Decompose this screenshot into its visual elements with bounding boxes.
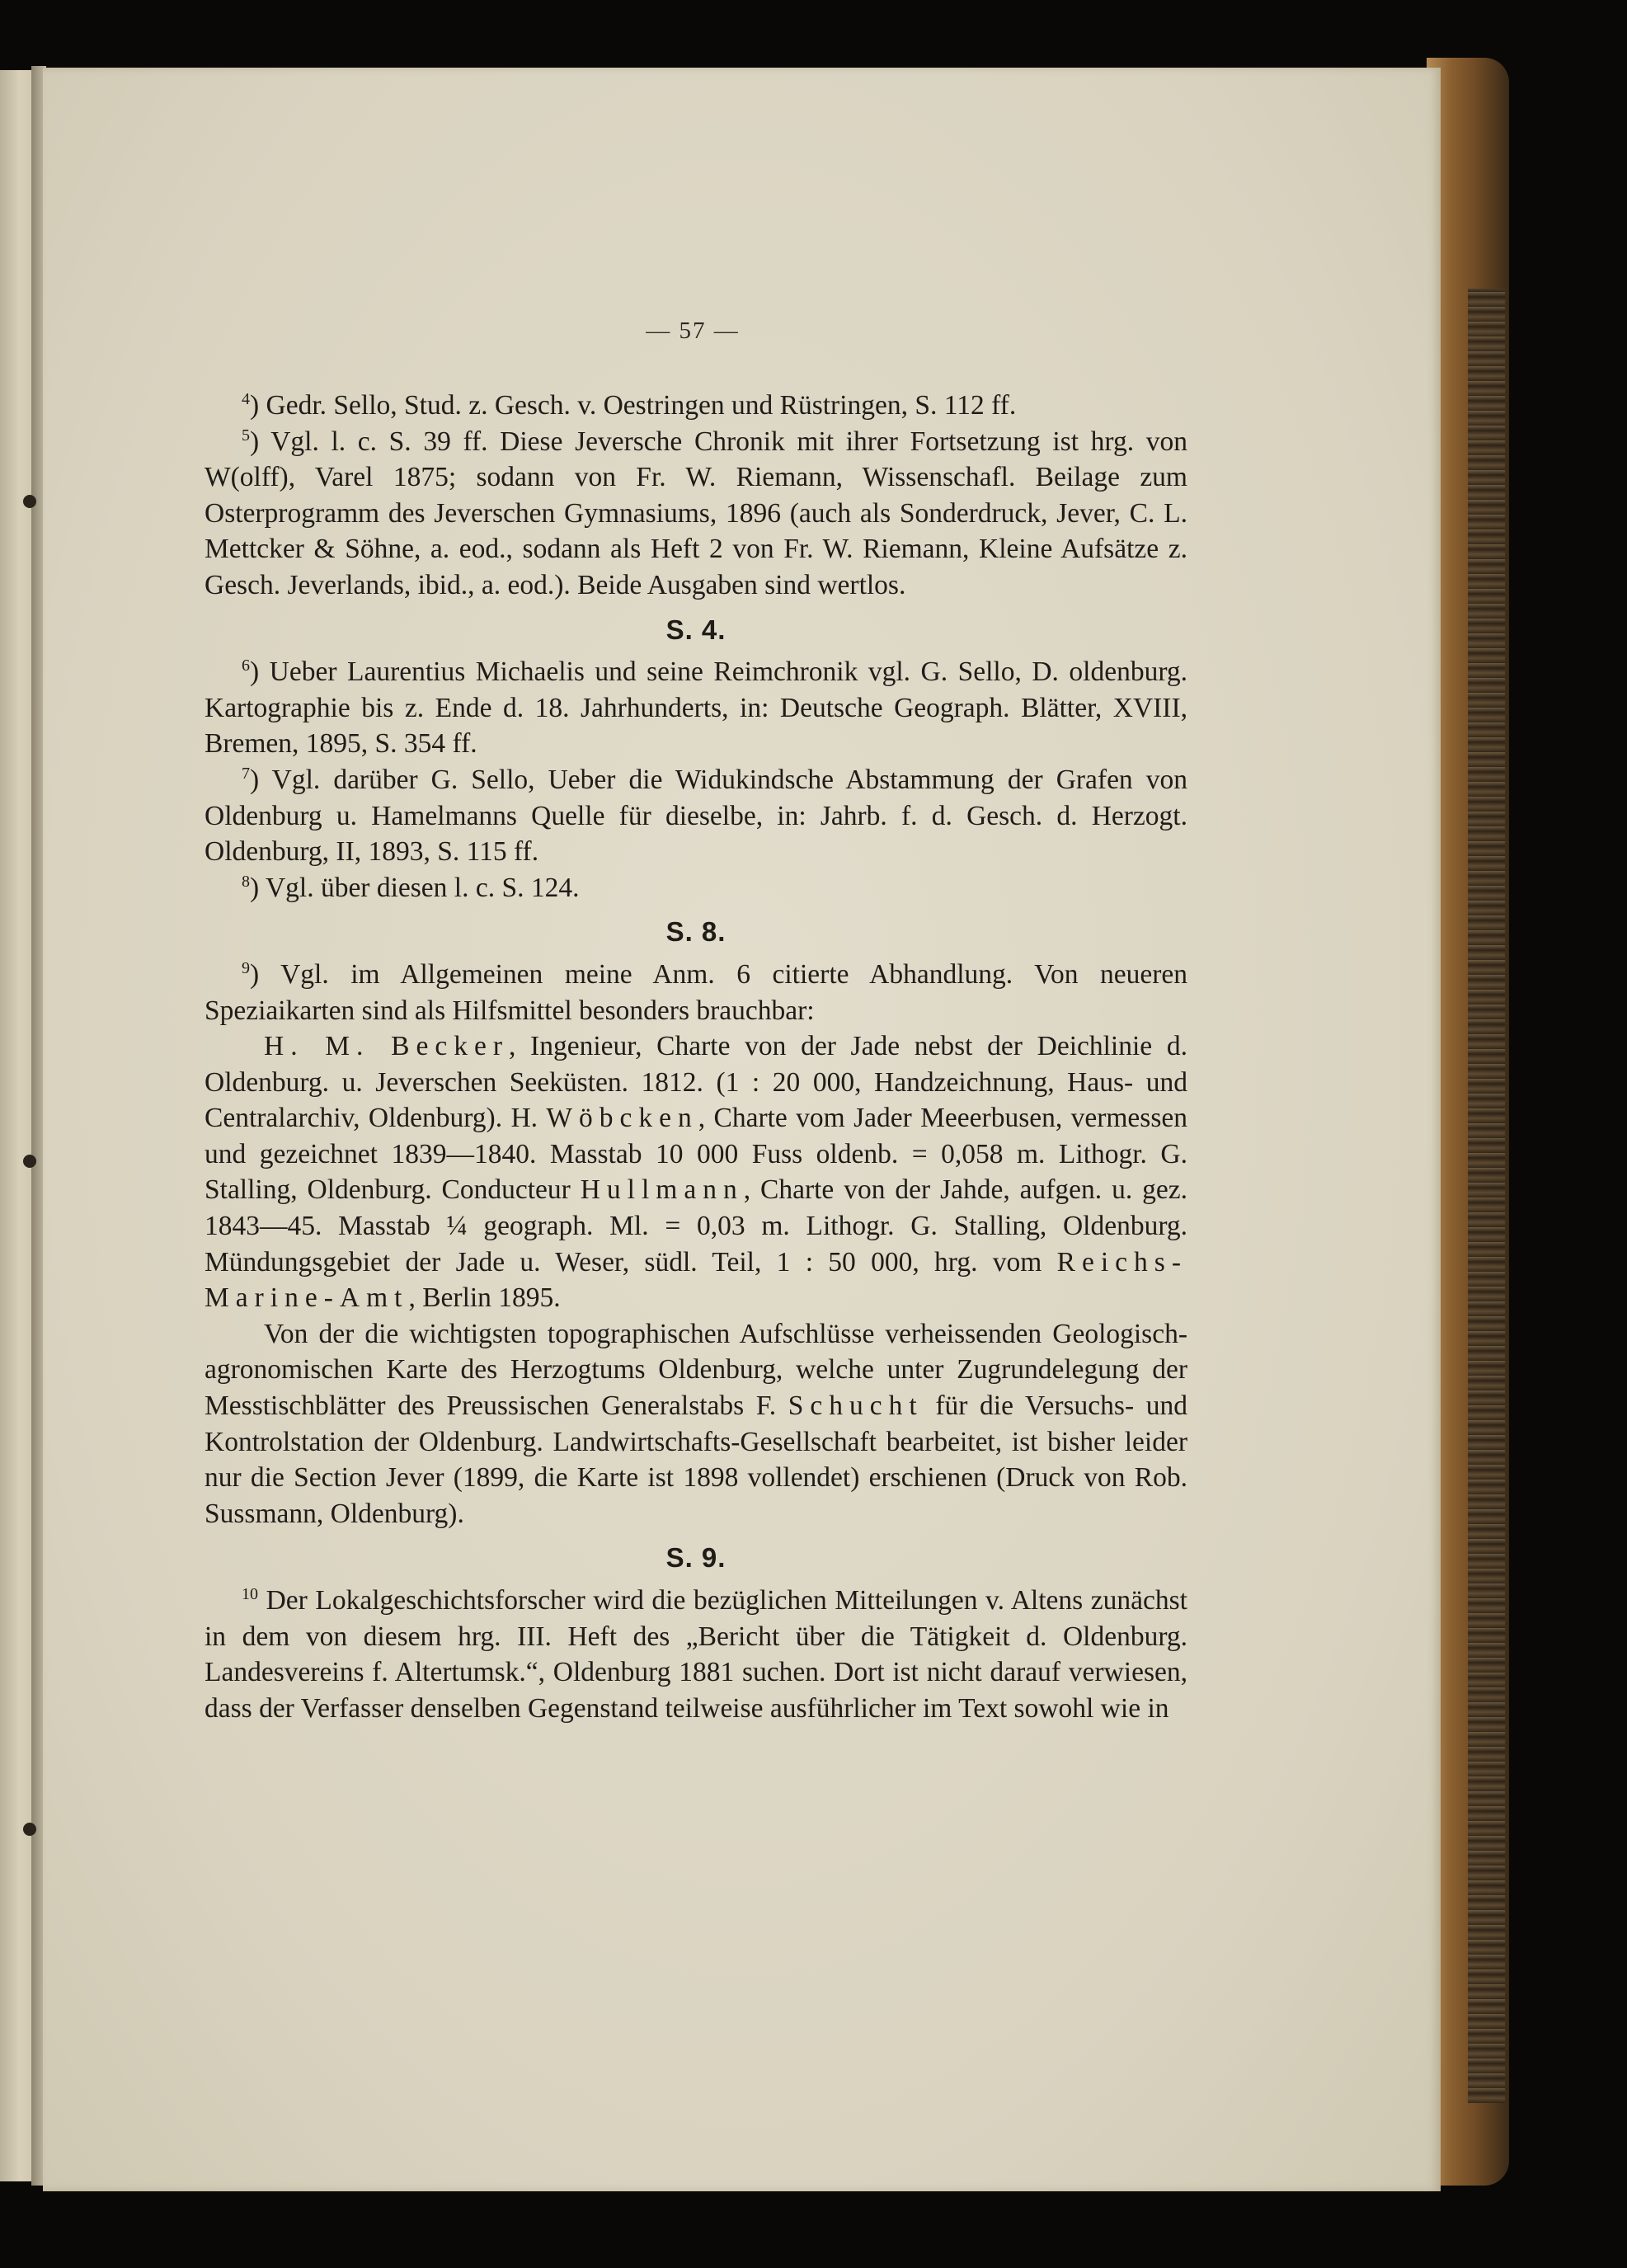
footnote-text: , Charte vom Jader Meeerbusen, vermessen und gezeichnet 1839—1840. Masstab 10 000 Fuss oldenb. = 0,058 m. Lithogr. G. Stalling, Oldenburg. Conducteur bbox=[205, 1103, 1187, 1206]
section-heading-s4: S. 4. bbox=[665, 614, 727, 645]
footnote-text: , Ingenieur, Charte von der Jade nebst der Deichlinie d. Oldenburg. u. Jeverschen Seeküsten. 1812. (1 : 20 000, Handzeichnung, Haus- und Centralarchiv, Oldenburg). H. bbox=[205, 1031, 1187, 1134]
footnote-marker: 8 bbox=[242, 872, 250, 891]
author-name: Wöbcken bbox=[546, 1103, 698, 1134]
author-name: Schucht bbox=[788, 1390, 924, 1422]
footnote-5: $^5$) Vgl. l. c. S. 39 ff. Diese Jeversche Chronik mit ihrer Fortsetzung ist hrg. von W(olff), Varel 1875; sodann von Fr. W. Riemann, Wissenschafl. Beilage zum Osterprogramm des Jeverschen Gymnasiums, 1896 (auch als Sonderdruck, Jever, C. L. Mettcker & Söhne, a. eod., sodann als Heft 2 von Fr. W. Riemann, Kleine Aufsätze z. Gesch. Jeverlands, ibid., a. eod.). Beide Ausgaben sind wertlos. bbox=[205, 426, 1187, 600]
binding-hole bbox=[23, 495, 36, 508]
footnote-marker: 4 bbox=[242, 390, 250, 408]
section-heading-s9: S. 9. bbox=[665, 1542, 727, 1574]
footnote-text: , Charte von der Jahde, aufgen. u. gez. 1843—45. Masstab ¼ geograph. Ml. = 0,03 m. Lithogr. G. Stalling, Oldenburg. Mündungsgebiet der Jade u. Weser, südl. Teil, 1 : 50 000, hrg. vom bbox=[205, 1174, 1187, 1278]
footnote-marker: 5 bbox=[242, 426, 250, 445]
footnote-text: für die Versuchs- und Kontrolstation der Oldenburg. Landwirtschafts-Gesellschaft bearbeitet, ist bisher leider nur die Section Jever (1899, die Karte ist 1898 vollendet) erschienen (Druck von Rob. Sussmann, Oldenburg). bbox=[205, 1390, 1187, 1529]
footnote-text: Der Lokalgeschichtsforscher wird die bezüglichen Mitteilungen v. Altens zunächst in dem von diesem hrg. III. Heft des „Bericht über die Tätigkeit d. Oldenburg. Landesvereins f. Altertumsk.“, Oldenburg 1881 suchen. Dort ist nicht darauf verwiesen, dass der Verfasser denselben Gegenstand teilweise ausführlicher im Text sowohl wie in bbox=[205, 1585, 1187, 1724]
footnote-marker: 6 bbox=[242, 656, 250, 675]
footnote-text: Vgl. im Allgemeinen meine Anm. 6 citierte Abhandlung. Von neueren Speziaikarten sind als Hilfsmittel besonders brauchbar: bbox=[205, 958, 1187, 1026]
binding-hole bbox=[23, 1155, 36, 1168]
author-name: H. M. Becker bbox=[264, 1031, 509, 1062]
footnote-text: Vgl. darüber G. Sello, Ueber die Widukindsche Abstammung der Grafen von Oldenburg u. Hamelmanns Quelle für dieselbe, in: Jahrb. f. d. Gesch. d. Herzogt. Oldenburg, II, 1893, S. 115 ff. bbox=[205, 764, 1187, 868]
footnote-8: $^8$) Vgl. über diesen l. c. S. 124. bbox=[242, 872, 580, 903]
footnote-marker: 9 bbox=[242, 958, 250, 977]
binding-hole bbox=[23, 1823, 36, 1836]
footnote-text: Vgl. l. c. S. 39 ff. Diese Jeversche Chronik mit ihrer Fortsetzung ist hrg. von W(olff), Varel 1875; sodann von Fr. W. Riemann, Wissenschafl. Beilage zum Osterprogramm des Jeverschen Gymnasiums, 1896 (auch als Sonderdruck, Jever, C. L. Mettcker & Söhne, a. eod., sodann als Heft 2 von Fr. W. Riemann, Kleine Aufsätze z. Gesch. Jeverlands, ibid., a. eod.). Beide Ausgaben sind wertlos. bbox=[205, 426, 1187, 600]
footnote-text: Ueber Laurentius Michaelis und seine Reimchronik vgl. G. Sello, D. oldenburg. Kartographie bis z. Ende d. 18. Jahrhunderts, in: Deutsche Geograph. Blätter, XVIII, Bremen, 1895, S. 354 ff. bbox=[205, 656, 1187, 760]
footnote-9-maps bbox=[205, 1028, 1187, 1316]
footnote-marker: 10 bbox=[242, 1585, 258, 1603]
footnote-9-intro: $^9$) Vgl. im Allgemeinen meine Anm. 6 citierte Abhandlung. Von neueren Speziaikarten sind als Hilfsmittel besonders brauchbar: bbox=[205, 958, 1187, 1026]
previous-page-edge bbox=[0, 70, 33, 2181]
footnote-marker: 7 bbox=[242, 764, 250, 783]
footnote-6: $^6$) Ueber Laurentius Michaelis und seine Reimchronik vgl. G. Sello, D. oldenburg. Kartographie bis z. Ende d. 18. Jahrhunderts, in: Deutsche Geograph. Blätter, XVIII, Bremen, 1895, S. 354 ff. bbox=[205, 656, 1187, 760]
footnote-text: Von der die wichtigsten topographischen Aufschlüsse verheissenden Geologisch-agronomischen Karte des Herzogtums Oldenburg, welche unter Zugrundelegung der Messtischblätter des Preussischen Generalstabs F. bbox=[205, 1318, 1187, 1422]
section-heading-s8: S. 8. bbox=[665, 916, 727, 948]
cover-marbling bbox=[1468, 289, 1505, 2103]
footnote-text: Gedr. Sello, Stud. z. Gesch. v. Oestringen und Rüstringen, S. 112 ff. bbox=[266, 390, 1017, 421]
page-text bbox=[205, 388, 1187, 1726]
footnote-text: Vgl. über diesen l. c. S. 124. bbox=[265, 872, 580, 903]
author-name: Hullmann bbox=[580, 1174, 744, 1206]
footnote-4: $^4$) Gedr. Sello, Stud. z. Gesch. v. Oestringen und Rüstringen, S. 112 ff. bbox=[242, 390, 1017, 421]
publisher-name: Reichs-Marine-Amt bbox=[205, 1246, 1187, 1314]
footnote-9-geology bbox=[205, 1316, 1187, 1532]
footnote-text: , Berlin 1895. bbox=[408, 1282, 561, 1314]
page-number: — 57 — bbox=[646, 318, 740, 344]
footnote-7: $^7$) Vgl. darüber G. Sello, Ueber die Widukindsche Abstammung der Grafen von Oldenburg u. Hamelmanns Quelle für dieselbe, in: Jahrb. f. d. Gesch. d. Herzogt. Oldenburg, II, 1893, S. 115 ff. bbox=[205, 764, 1187, 868]
footnote-10 bbox=[205, 1583, 1187, 1726]
